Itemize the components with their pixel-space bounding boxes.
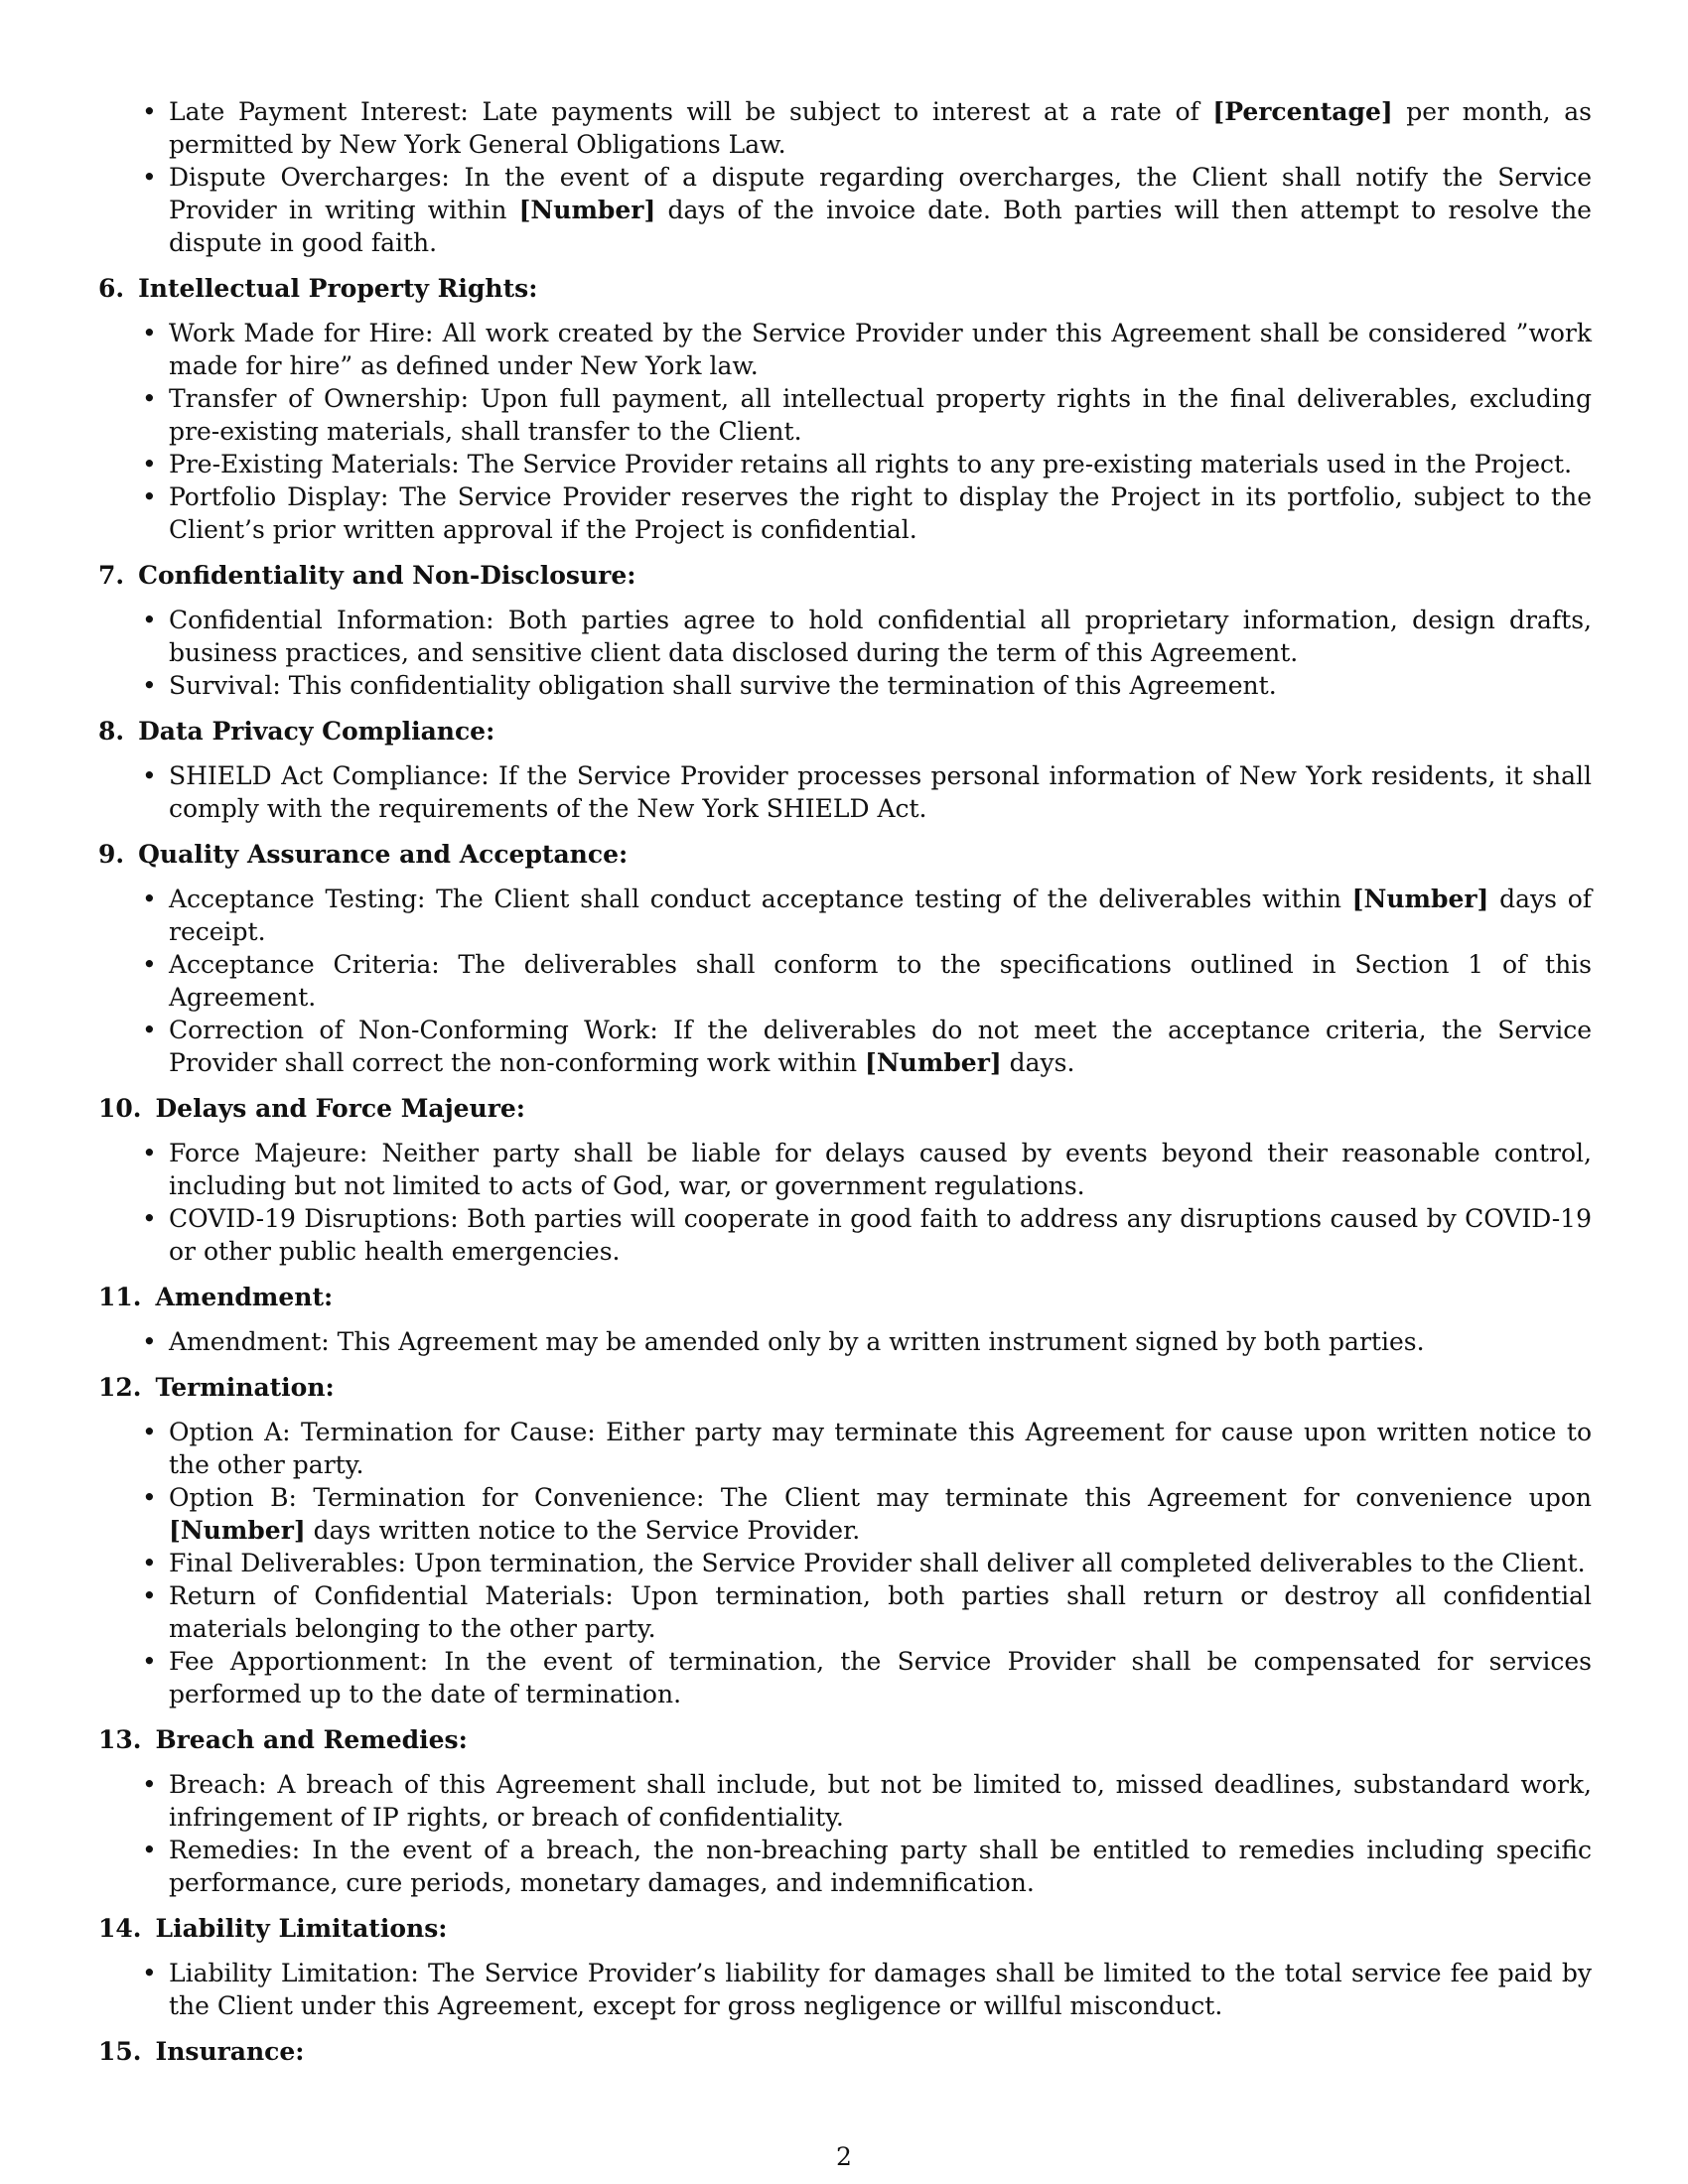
section-heading [98, 559, 1592, 592]
section-title: Amendment: [155, 1283, 334, 1311]
item-text-continued: days of the invoice date. Both parties will then attempt to resolve the dispute in good faith. [169, 196, 1592, 257]
item-text: Acceptance Testing: The Client shall conduct acceptance testing of the deliverables within [169, 885, 1352, 913]
section-list [98, 1416, 1592, 1710]
item-text: Liability Limitation: The Service Provider’s liability for damages shall be limited to the total service fee paid by the Client under this Agreement, except for gross negligence or willful misconduct. [169, 1959, 1592, 2020]
section-heading [98, 2035, 1592, 2068]
placeholder-field: [Number] [1351, 885, 1489, 913]
section-number: 13. [98, 1725, 142, 1754]
section-number: 12. [98, 1373, 142, 1402]
list-item [169, 759, 1592, 825]
item-text: Transfer of Ownership: Upon full payment, all intellectual property rights in the final deliverables, excluding pre-existing materials, shall transfer to the Client. [169, 384, 1592, 446]
document-page [98, 95, 1592, 2080]
section-heading [98, 1912, 1592, 1945]
sections-container [98, 272, 1592, 2068]
list-item [169, 1202, 1592, 1268]
list-item [169, 948, 1592, 1014]
list-item [169, 883, 1592, 948]
item-text: Amendment: This Agreement may be amended only by a written instrument signed by both parties. [169, 1327, 1425, 1356]
section [98, 1371, 1592, 1710]
section [98, 559, 1592, 702]
section [98, 1912, 1592, 2022]
section-title: Insurance: [155, 2037, 305, 2066]
section-heading [98, 1723, 1592, 1756]
section-list [98, 1768, 1592, 1899]
list-item [169, 1768, 1592, 1834]
section-title: Delays and Force Majeure: [155, 1094, 526, 1123]
section [98, 838, 1592, 1079]
section-heading [98, 272, 1592, 305]
item-text: Pre-Existing Materials: The Service Provider retains all rights to any pre-existing materials used in the Project. [169, 450, 1573, 478]
item-text: Portfolio Display: The Service Provider reserves the right to display the Project in its portfolio, subject to the Client’s prior written approval if the Project is confidential. [169, 482, 1592, 544]
section [98, 1723, 1592, 1899]
item-text: Late Payment Interest: Late payments will be subject to interest at a rate of [169, 97, 1213, 126]
list-item [169, 1481, 1592, 1547]
list-item [169, 1645, 1592, 1710]
page-number: 2 [836, 2142, 852, 2171]
item-text: Dispute Overcharges: In the event of a dispute regarding overcharges, the Client shall notify the Service Provider in writing within [169, 163, 1592, 224]
item-text: Breach: A breach of this Agreement shall include, but not be limited to, missed deadlines, substandard work, infringement of IP rights, or breach of confidentiality. [169, 1770, 1592, 1832]
section-title: Confidentiality and Non-Disclosure: [138, 561, 636, 590]
list-item [169, 317, 1592, 382]
item-text-continued: days of receipt. [169, 885, 1593, 946]
section-heading [98, 838, 1592, 871]
list-item [169, 604, 1592, 669]
section-title: Intellectual Property Rights: [138, 274, 538, 303]
list-item [169, 1547, 1592, 1579]
section-list [98, 883, 1592, 1079]
item-text: Fee Apportionment: In the event of termination, the Service Provider shall be compensated for services performed up to the date of termination. [169, 1647, 1592, 1708]
item-text: Option A: Termination for Cause: Either party may terminate this Agreement for cause upon written notice to the other party. [169, 1418, 1592, 1479]
section-number: 7. [98, 561, 125, 590]
placeholder-field: [Number] [865, 1048, 1002, 1077]
section-number: 10. [98, 1094, 142, 1123]
section-heading [98, 1092, 1592, 1125]
section-heading [98, 715, 1592, 748]
section [98, 1281, 1592, 1358]
item-text: Remedies: In the event of a breach, the non-breaching party shall be entitled to remedies including specific performance, cure periods, monetary damages, and indemnification. [169, 1836, 1592, 1897]
list-item [169, 448, 1592, 480]
placeholder-field: [Number] [518, 196, 656, 224]
list-item [169, 1579, 1592, 1645]
section [98, 2035, 1592, 2068]
item-text-continued: days. [1001, 1048, 1075, 1077]
list-item [169, 1957, 1592, 2022]
section-title: Breach and Remedies: [155, 1725, 468, 1754]
section-heading [98, 1281, 1592, 1313]
item-text: Force Majeure: Neither party shall be liable for delays caused by events beyond their reasonable control, including but not limited to acts of God, war, or government regulations. [169, 1139, 1592, 1200]
section-title: Data Privacy Compliance: [138, 717, 495, 746]
placeholder-field: [Number] [169, 1516, 306, 1545]
section-title: Liability Limitations: [155, 1914, 448, 1943]
section-list [98, 317, 1592, 546]
section-list [98, 759, 1592, 825]
list-item [169, 1834, 1592, 1899]
item-text: Return of Confidential Materials: Upon termination, both parties shall return or destroy all confidential materials belonging to the other party. [169, 1581, 1592, 1643]
list-item [169, 1416, 1592, 1481]
list-item [169, 669, 1592, 702]
item-text: Final Deliverables: Upon termination, the Service Provider shall deliver all completed deliverables to the Client. [169, 1549, 1586, 1577]
item-text: Confidential Information: Both parties agree to hold confidential all proprietary information, design drafts, business practices, and sensitive client data disclosed during the term of this Agreement. [169, 606, 1592, 667]
placeholder-field: [Percentage] [1212, 97, 1393, 126]
continued-payment-list [98, 95, 1592, 259]
item-text: SHIELD Act Compliance: If the Service Provider processes personal information of New York residents, it shall comply with the requirements of the New York SHIELD Act. [169, 761, 1592, 823]
section [98, 715, 1592, 825]
section-list [98, 1137, 1592, 1268]
item-text: Acceptance Criteria: The deliverables shall conform to the specifications outlined in Section 1 of this Agreement. [169, 950, 1592, 1012]
section-title: Termination: [155, 1373, 335, 1402]
section-list [98, 604, 1592, 702]
list-item [169, 95, 1592, 161]
item-text: Correction of Non-Conforming Work: If the deliverables do not meet the acceptance criteria, the Service Provider shall correct the non-conforming work within [169, 1016, 1592, 1077]
section-number: 14. [98, 1914, 142, 1943]
list-item [169, 1137, 1592, 1202]
section-number: 9. [98, 840, 125, 869]
section-number: 11. [98, 1283, 142, 1311]
item-text-continued: days written notice to the Service Provider. [305, 1516, 861, 1545]
item-text: Work Made for Hire: All work created by the Service Provider under this Agreement shall be considered ”work made for hire” as defined under New York law. [169, 319, 1592, 380]
section [98, 1092, 1592, 1268]
list-item [169, 480, 1592, 546]
section-number: 8. [98, 717, 125, 746]
section-list [98, 1325, 1592, 1358]
section-list [98, 1957, 1592, 2022]
list-item [169, 382, 1592, 448]
section-title: Quality Assurance and Acceptance: [138, 840, 629, 869]
item-text: Option B: Termination for Convenience: The Client may terminate this Agreement for convenience upon [169, 1483, 1592, 1512]
item-text: Survival: This confidentiality obligation shall survive the termination of this Agreement. [169, 671, 1277, 700]
list-item [169, 1325, 1592, 1358]
section-heading [98, 1371, 1592, 1404]
list-item [169, 1014, 1592, 1079]
section-number: 6. [98, 274, 125, 303]
item-text-continued: per month, as permitted by New York General Obligations Law. [169, 97, 1592, 159]
section [98, 272, 1592, 546]
section-number: 15. [98, 2037, 142, 2066]
list-item [169, 161, 1592, 259]
item-text: COVID-19 Disruptions: Both parties will cooperate in good faith to address any disruptions caused by COVID-19 or other public health emergencies. [169, 1204, 1592, 1266]
